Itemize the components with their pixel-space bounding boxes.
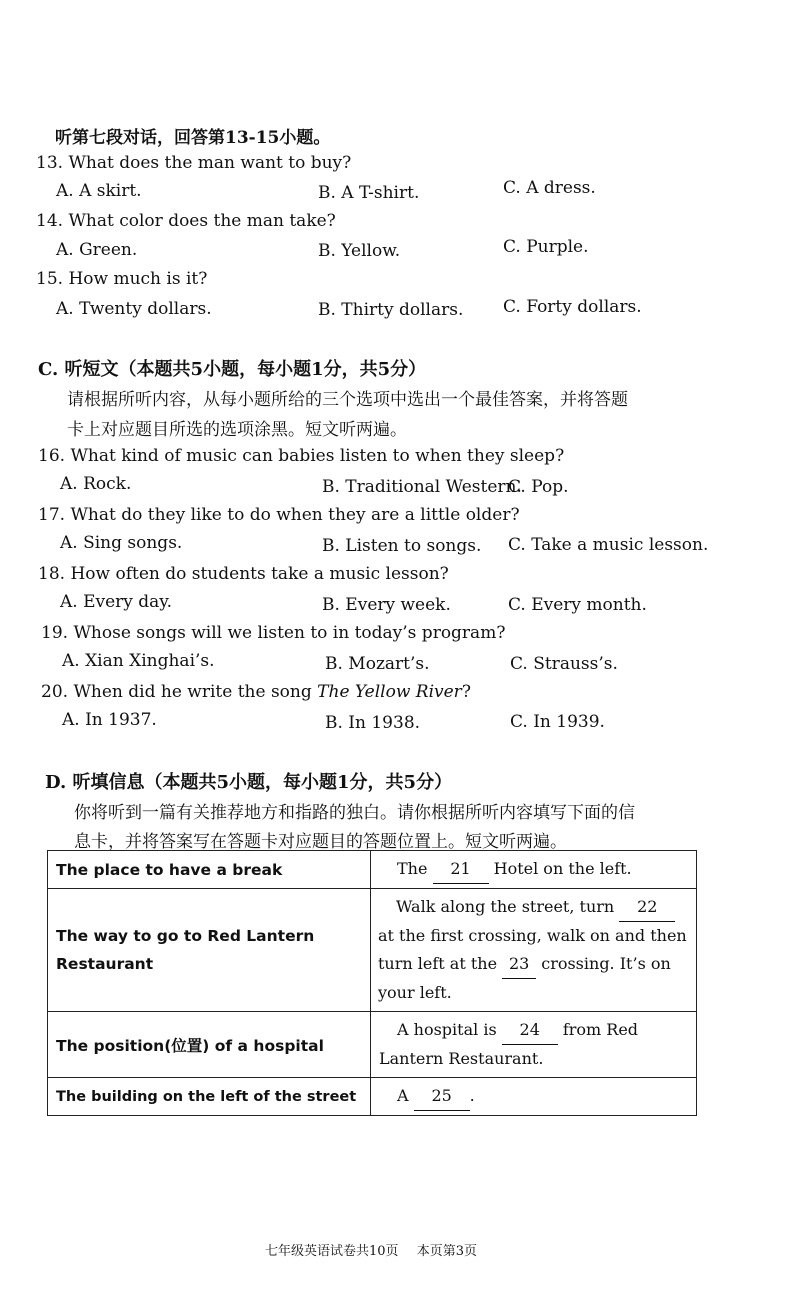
q19-option-c: C. Strauss’s.: [510, 654, 618, 674]
section-c-title: C. 听短文（本题共5小题，每小题1分，共5分）: [38, 359, 427, 380]
footer-total-pages: 七年级英语试卷共10页: [265, 1244, 399, 1259]
question-18: 18. How often do students take a music lesson?: [38, 564, 449, 584]
q18-option-b: B. Every week.: [322, 595, 451, 615]
row-value: [371, 1012, 697, 1078]
blank-23[interactable]: 23: [502, 950, 536, 979]
q15-option-b: B. Thirty dollars.: [318, 300, 464, 320]
q16-option-c: C. Pop.: [508, 477, 569, 497]
value-text: at the first crossing, walk on and then turn left at the: [378, 926, 687, 973]
value-text: Hotel on the left.: [488, 859, 632, 878]
value-text: .: [469, 1086, 475, 1105]
q20-option-c: C. In 1939.: [510, 712, 605, 732]
q18-option-a: A. Every day.: [60, 592, 173, 612]
value-text: A: [397, 1086, 414, 1105]
section-d-desc-2: 息卡，并将答案写在答题卡对应题目的答题位置上。短文听两遍。: [74, 832, 567, 852]
q14-option-b: B. Yellow.: [318, 241, 401, 261]
table-row: [48, 1012, 697, 1078]
blank-22[interactable]: 22: [619, 893, 675, 922]
q15-option-c: C. Forty dollars.: [503, 297, 642, 317]
question-20-mark: ?: [461, 682, 471, 702]
question-17: 17. What do they like to do when they are a little older?: [38, 505, 520, 525]
q14-option-c: C. Purple.: [503, 237, 589, 257]
row-value: [371, 889, 697, 1012]
blank-21[interactable]: 21: [433, 855, 489, 884]
question-15: 15. How much is it?: [36, 269, 208, 289]
row-label: The position(位置) of a hospital: [48, 1012, 371, 1078]
question-20-text: 20. When did he write the song: [41, 682, 318, 702]
row-label: The way to go to Red Lantern Restaurant: [48, 889, 371, 1012]
q16-option-a: A. Rock.: [60, 474, 132, 494]
row-label: The building on the left of the street: [48, 1078, 371, 1116]
row-value: [371, 851, 697, 889]
section-d-desc-1: 你将听到一篇有关推荐地方和指路的独白。请你根据所听内容填写下面的信: [74, 803, 635, 823]
q17-option-b: B. Listen to songs.: [322, 536, 482, 556]
row-value: [371, 1078, 697, 1116]
q20-option-a: A. In 1937.: [62, 710, 157, 730]
song-title: The Yellow River: [317, 682, 462, 702]
q18-option-c: C. Every month.: [508, 595, 647, 615]
section-c-desc-1: 请根据所听内容，从每小题所给的三个选项中选出一个最佳答案，并将答题: [67, 390, 628, 410]
section-d-title: D. 听填信息（本题共5小题，每小题1分，共5分）: [45, 772, 453, 793]
q15-option-a: A. Twenty dollars.: [56, 299, 212, 319]
question-14: 14. What color does the man take?: [36, 211, 336, 231]
question-20: [41, 682, 471, 702]
q19-option-b: B. Mozart’s.: [325, 654, 430, 674]
info-card-table: [47, 850, 697, 1116]
q16-option-b: B. Traditional Western.: [322, 477, 522, 497]
value-text: from Red Lantern Restaurant.: [379, 1020, 639, 1068]
q13-option-c: C. A dress.: [503, 178, 596, 198]
value-text: A hospital is: [397, 1020, 502, 1039]
dialogue-instruction: 听第七段对话，回答第13-15小题。: [55, 128, 331, 148]
table-row: [48, 889, 697, 1012]
q13-option-b: B. A T-shirt.: [318, 183, 420, 203]
q19-option-a: A. Xian Xinghai’s.: [62, 651, 215, 671]
footer-current-page: 本页第3页: [416, 1244, 477, 1259]
value-text: crossing. It’s on your left.: [378, 954, 671, 1002]
table-row: [48, 1078, 697, 1116]
q17-option-a: A. Sing songs.: [60, 533, 183, 553]
value-text: The: [397, 859, 433, 878]
q17-option-c: C. Take a music lesson.: [508, 535, 709, 555]
page-footer: [265, 1240, 477, 1259]
section-c-desc-2: 卡上对应题目所选的选项涂黑。短文听两遍。: [67, 420, 407, 440]
table-row: [48, 851, 697, 889]
question-19: 19. Whose songs will we listen to in today’s program?: [41, 623, 506, 643]
blank-24[interactable]: 24: [502, 1016, 558, 1045]
blank-25[interactable]: 25: [414, 1082, 470, 1111]
q13-option-a: A. A skirt.: [56, 181, 142, 201]
row-label: The place to have a break: [48, 851, 371, 889]
question-13: 13. What does the man want to buy?: [36, 153, 352, 173]
q20-option-b: B. In 1938.: [325, 713, 421, 733]
value-text: Walk along the street, turn: [396, 897, 620, 916]
q14-option-a: A. Green.: [56, 240, 138, 260]
question-16: 16. What kind of music can babies listen to when they sleep?: [38, 446, 565, 466]
